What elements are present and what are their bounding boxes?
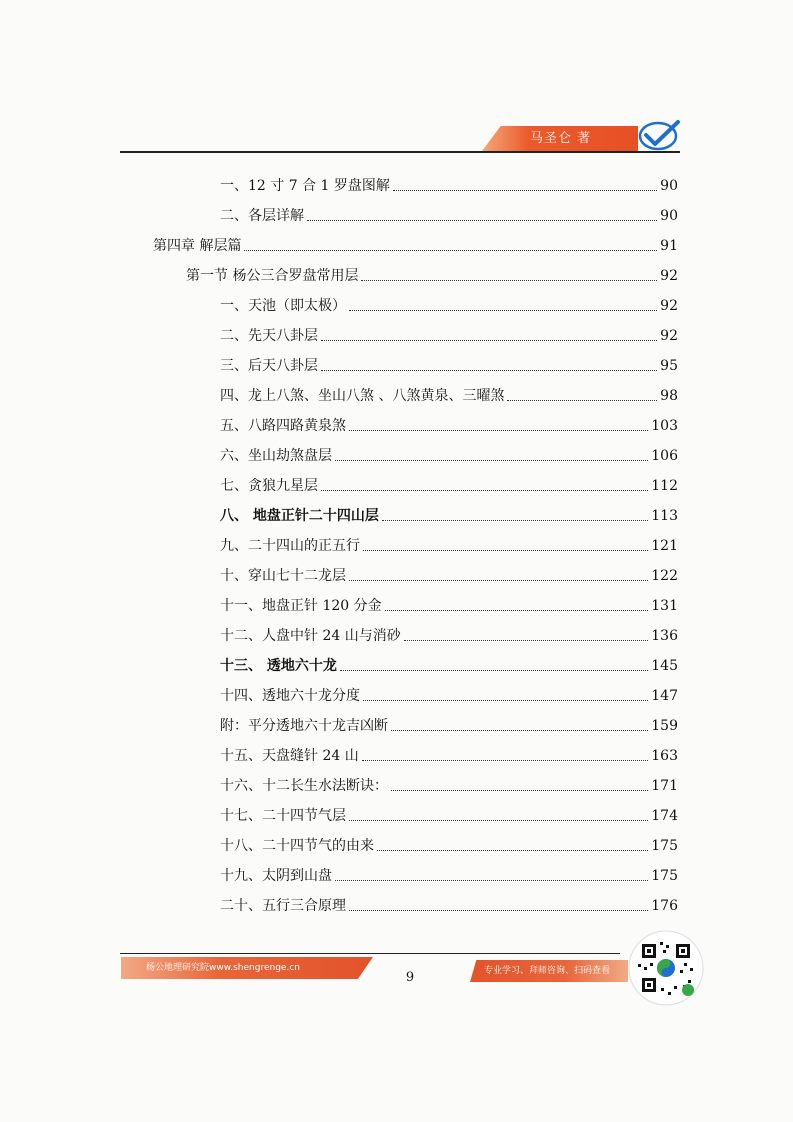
toc-entry-page: 147 [651, 688, 678, 704]
toc-entry-title: 四、龙上八煞、坐山八煞 、八煞黄泉、三曜煞 [220, 388, 505, 404]
dot-leader [307, 220, 657, 221]
toc-entry-title: 十四、透地六十龙分度 [220, 688, 360, 704]
toc-entry[interactable] [220, 476, 678, 496]
dot-leader [244, 250, 657, 251]
dot-leader [321, 370, 657, 371]
toc-entry-page: 112 [651, 478, 678, 494]
toc-entry[interactable] [220, 416, 678, 436]
toc-entry-page: 176 [651, 898, 678, 914]
toc-entry-title: 三、后天八卦层 [220, 358, 318, 374]
toc-entry-title: 一、12 寸 7 合 1 罗盘图解 [220, 178, 390, 194]
dot-leader [321, 340, 657, 341]
toc-entry-title: 十六、十二长生水法断诀： [220, 778, 388, 794]
toc-entry-title: 十五、天盘缝针 24 山 [220, 748, 359, 764]
dot-leader [391, 790, 648, 791]
footer-divider [120, 953, 620, 954]
dot-leader [349, 430, 648, 431]
toc-entry-title: 一、天池（即太极） [220, 298, 346, 314]
toc-entry-page: 91 [660, 238, 678, 254]
toc-entry-title: 七、贪狼九星层 [220, 478, 318, 494]
toc-entry[interactable] [220, 626, 678, 646]
toc-entry-title: 六、坐山劫煞盘层 [220, 448, 332, 464]
toc-entry-page: 106 [651, 448, 678, 464]
dot-leader [349, 820, 648, 821]
toc-entry-page: 145 [651, 658, 678, 674]
toc-entry-title: 十七、二十四节气层 [220, 808, 346, 824]
dot-leader [393, 190, 657, 191]
toc-entry-page: 171 [651, 778, 678, 794]
dot-leader [382, 520, 648, 521]
toc-entry-page: 174 [651, 808, 678, 824]
toc-entry-page: 95 [660, 358, 678, 374]
dot-leader [361, 280, 657, 281]
toc-entry-page: 136 [651, 628, 678, 644]
toc-entry[interactable] [220, 386, 678, 406]
toc-entry[interactable] [220, 866, 678, 886]
toc-entry[interactable] [220, 806, 678, 826]
toc-entry-title: 十九、太阴到山盘 [220, 868, 332, 884]
toc-entry-page: 90 [660, 178, 678, 194]
toc-entry[interactable] [220, 686, 678, 706]
toc-entry[interactable] [220, 176, 678, 196]
toc-entry-title: 附：平分透地六十龙吉凶断 [220, 718, 388, 734]
toc-entry-title: 十八、二十四节气的由来 [220, 838, 374, 854]
toc-entry[interactable] [220, 836, 678, 856]
toc-entry-page: 159 [651, 718, 678, 734]
dot-leader [335, 460, 648, 461]
dot-leader [404, 640, 649, 641]
toc-entry-page: 121 [651, 538, 678, 554]
dot-leader [349, 910, 648, 911]
toc-entry-page: 92 [660, 268, 678, 284]
toc-entry-title: 九、二十四山的正五行 [220, 538, 360, 554]
dot-leader [363, 700, 648, 701]
toc-entry[interactable] [220, 206, 678, 226]
dot-leader [507, 400, 657, 401]
toc-entry-title: 二十、五行三合原理 [220, 898, 346, 914]
toc-entry-title: 五、八路四路黄泉煞 [220, 418, 346, 434]
toc-entry-page: 122 [651, 568, 678, 584]
footer-cta-label: 专业学习、拜师咨询、扫码查看 [484, 966, 611, 976]
toc-entry[interactable] [220, 536, 678, 556]
toc-entry-page: 98 [660, 388, 678, 404]
toc-entry-title: 第四章 解层篇 [153, 238, 242, 254]
toc-entry[interactable] [220, 776, 678, 796]
dot-leader [385, 610, 649, 611]
toc-entry-title: 十二、人盘中针 24 山与消砂 [220, 628, 401, 644]
toc-entry-page: 90 [660, 208, 678, 224]
toc-entry-page: 113 [651, 508, 678, 524]
toc-entry-title: 十三、 透地六十龙 [220, 658, 337, 674]
toc-entry-page: 103 [651, 418, 678, 434]
toc-entry[interactable] [220, 566, 678, 586]
toc-entry[interactable] [220, 746, 678, 766]
toc-entry-page: 175 [651, 868, 678, 884]
header-divider [120, 151, 680, 153]
toc-entry[interactable] [220, 326, 678, 346]
author-label: 马圣仑 著 [530, 131, 592, 146]
toc-entry-title: 二、各层详解 [220, 208, 304, 224]
dot-leader [340, 670, 648, 671]
checkmark-logo-icon [636, 118, 682, 152]
toc-entry[interactable] [220, 446, 678, 466]
toc-entry-title: 十、穿山七十二龙层 [220, 568, 346, 584]
dot-leader [321, 490, 648, 491]
dot-leader [362, 760, 649, 761]
toc-entry-page: 131 [651, 598, 678, 614]
toc-entry-title: 八、 地盘正针二十四山层 [220, 508, 379, 524]
toc-entry[interactable] [220, 356, 678, 376]
toc-entry[interactable] [220, 716, 678, 736]
toc-entry-page: 175 [651, 838, 678, 854]
toc-entry[interactable] [220, 296, 678, 316]
dot-leader [377, 850, 648, 851]
page-number: 9 [405, 970, 415, 985]
toc-entry[interactable] [220, 656, 678, 676]
toc-entry[interactable] [220, 896, 678, 916]
dot-leader [363, 550, 648, 551]
toc-entry-page: 163 [651, 748, 678, 764]
toc-chapter-entry[interactable] [153, 236, 678, 256]
dot-leader [335, 880, 648, 881]
toc-entry[interactable] [220, 596, 678, 616]
toc-entry-title: 第一节 杨公三合罗盘常用层 [186, 268, 359, 284]
toc-entry-title: 二、先天八卦层 [220, 328, 318, 344]
toc-entry-title: 十一、地盘正针 120 分金 [220, 598, 382, 614]
toc-entry-page: 92 [660, 298, 678, 314]
toc-entry-page: 92 [660, 328, 678, 344]
toc-entry[interactable] [220, 506, 678, 526]
dot-leader [349, 310, 657, 311]
qr-code-icon[interactable] [628, 930, 704, 1006]
footer-website-label: 杨公地理研究院www.shengrenge.cn [146, 963, 300, 973]
toc-section-entry[interactable] [186, 266, 678, 286]
dot-leader [391, 730, 648, 731]
dot-leader [349, 580, 648, 581]
